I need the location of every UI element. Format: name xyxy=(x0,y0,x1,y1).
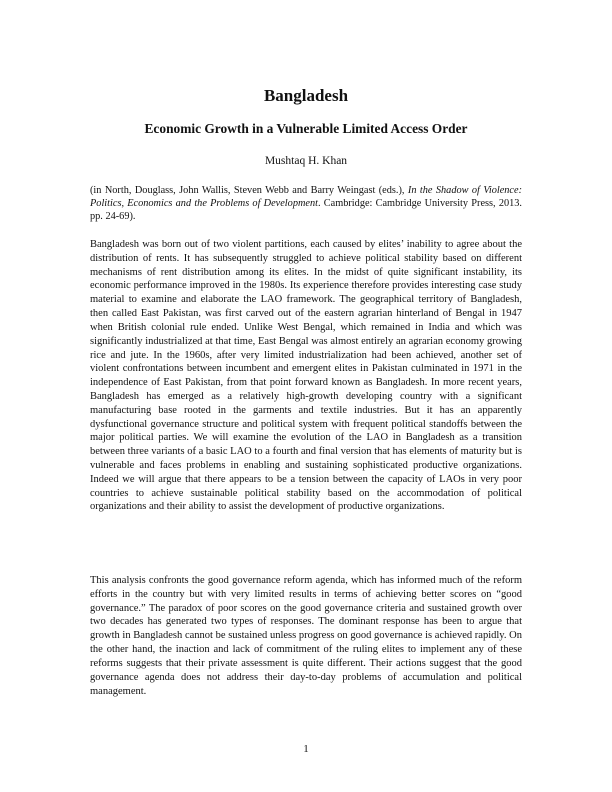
citation-suffix: . Cambridge: Cambridge University Press, 2013. pp. 24-69). xyxy=(90,198,522,223)
author-name: Mushtaq H. Khan xyxy=(264,155,348,167)
citation xyxy=(90,184,522,223)
page-subtitle: Economic Growth in a Vulnerable Limited Access Order xyxy=(144,121,468,136)
page-title: Bangladesh xyxy=(263,86,349,105)
body-paragraph-1: Bangladesh was born out of two violent partitions, each caused by elites’ inability to agree about the distribution of rents. It has subsequently struggled to achieve political stability based on different mechanisms of rent distribution among its elites. In the midst of quite significant instability, its economic performance improved in the 1980s. Its experience therefore provides interesting case study material to examine and elaborate the LAO framework. The geographical territory of Bangladesh, then called East Pakistan, was first carved out of the eastern agrarian hinterland of Bengal in 1947 when British colonial rule ended. Unlike West Bengal, which remained in India and which was significantly industrialized at that time, East Bengal was almost entirely an agrarian economy growing rice and jute. In the 1960s, after very limited industrialization had been achieved, another set of violent confrontations between incumbent and emergent elites in Pakistan culminated in 1971 in the independence of East Pakistan, from that point forward known as Bangladesh. In more recent years, Bangladesh has emerged as a relatively high-growth developing country with a significant manufacturing base rooted in the garments and textile industries. But it has an apparently dysfunctional governance structure and political system with frequent political standoffs between the major political parties. We will examine the evolution of the LAO in Bangladesh as a transition between three variants of a basic LAO to a fourth and final version that has elements of maturity but is vulnerable and faces problems in enabling and sustaining sophisticated productive organizations. Indeed we will argue that there appears to be a tension between the capacity of LAOs in very poor countries to achieve sustainable political stability based on the accommodation of political organizations and their ability to assist the development of productive organizations. xyxy=(90,239,522,513)
page-number: 1 xyxy=(303,743,309,755)
body-paragraph-2: This analysis confronts the good governance reform agenda, which has informed much of the reform efforts in the country but with very limited results in terms of achieving better scores on “good governance.” The paradox of poor scores on the good governance criteria and sustained growth over two decades has generated two types of responses. The dominant response has been to argue that growth in Bangladesh cannot be sustained unless progress on good governance is achieved rapidly. On the other hand, the inaction and lack of commitment of the ruling elites to implement any of these reforms suggests that their private assessment is quite different. Their actions suggest that the good governance agenda does not address their day-to-day problems of accumulation and political management. xyxy=(90,575,522,697)
citation-book-title: In the Shadow of Violence: Politics, Economics and the Problems of Development xyxy=(90,185,522,210)
citation-prefix: (in North, Douglass, John Wallis, Steven Webb and Barry Weingast (eds.), xyxy=(90,185,408,196)
